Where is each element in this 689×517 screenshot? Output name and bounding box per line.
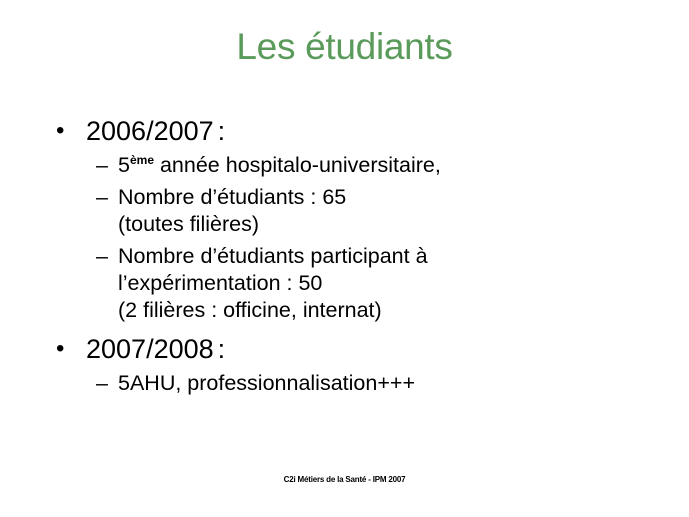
sub-item-line: 5AHU, professionnalisation+++ xyxy=(118,371,416,395)
sub-item-line: (2 filières : officine, internat) xyxy=(118,298,382,322)
slide-content xyxy=(54,114,654,405)
sub-item-5ahu xyxy=(96,370,654,397)
sub-item-text: année hospitalo-universitaire, xyxy=(154,153,441,177)
sub-item-line: Nombre d’étudiants : 65 xyxy=(118,185,347,209)
sub-item-nombre-etudiants xyxy=(96,184,654,238)
section-heading-colon: : xyxy=(217,116,226,146)
sub-item-prefix: 5 xyxy=(118,153,130,177)
slide-footer: C2i Métiers de la Santé - IPM 2007 xyxy=(283,475,406,484)
sub-list-2007-2008 xyxy=(96,370,654,397)
bullet-icon: • xyxy=(56,117,65,144)
dash-icon: – xyxy=(96,371,108,395)
section-heading: 2006/2007 xyxy=(86,116,214,146)
sub-list-2006-2007 xyxy=(96,152,654,324)
sub-item-line: (toutes filières) xyxy=(118,212,259,236)
section-heading: 2007/2008 xyxy=(86,334,214,364)
sub-item-line: l’expérimentation : 50 xyxy=(118,271,323,295)
dash-icon: – xyxy=(96,153,108,177)
dash-icon: – xyxy=(96,244,108,268)
sub-item-superscript: ème xyxy=(129,153,154,167)
dash-icon: – xyxy=(96,185,108,209)
sub-item-annee xyxy=(96,152,654,179)
sub-item-participants xyxy=(96,243,654,324)
slide-title: Les étudiants xyxy=(236,26,453,67)
bullet-2007-2008 xyxy=(54,332,654,366)
section-heading-colon: : xyxy=(217,334,226,364)
bullet-icon: • xyxy=(56,335,65,362)
bullet-2006-2007 xyxy=(54,114,654,148)
sub-item-line: Nombre d’étudiants participant à xyxy=(118,244,428,268)
